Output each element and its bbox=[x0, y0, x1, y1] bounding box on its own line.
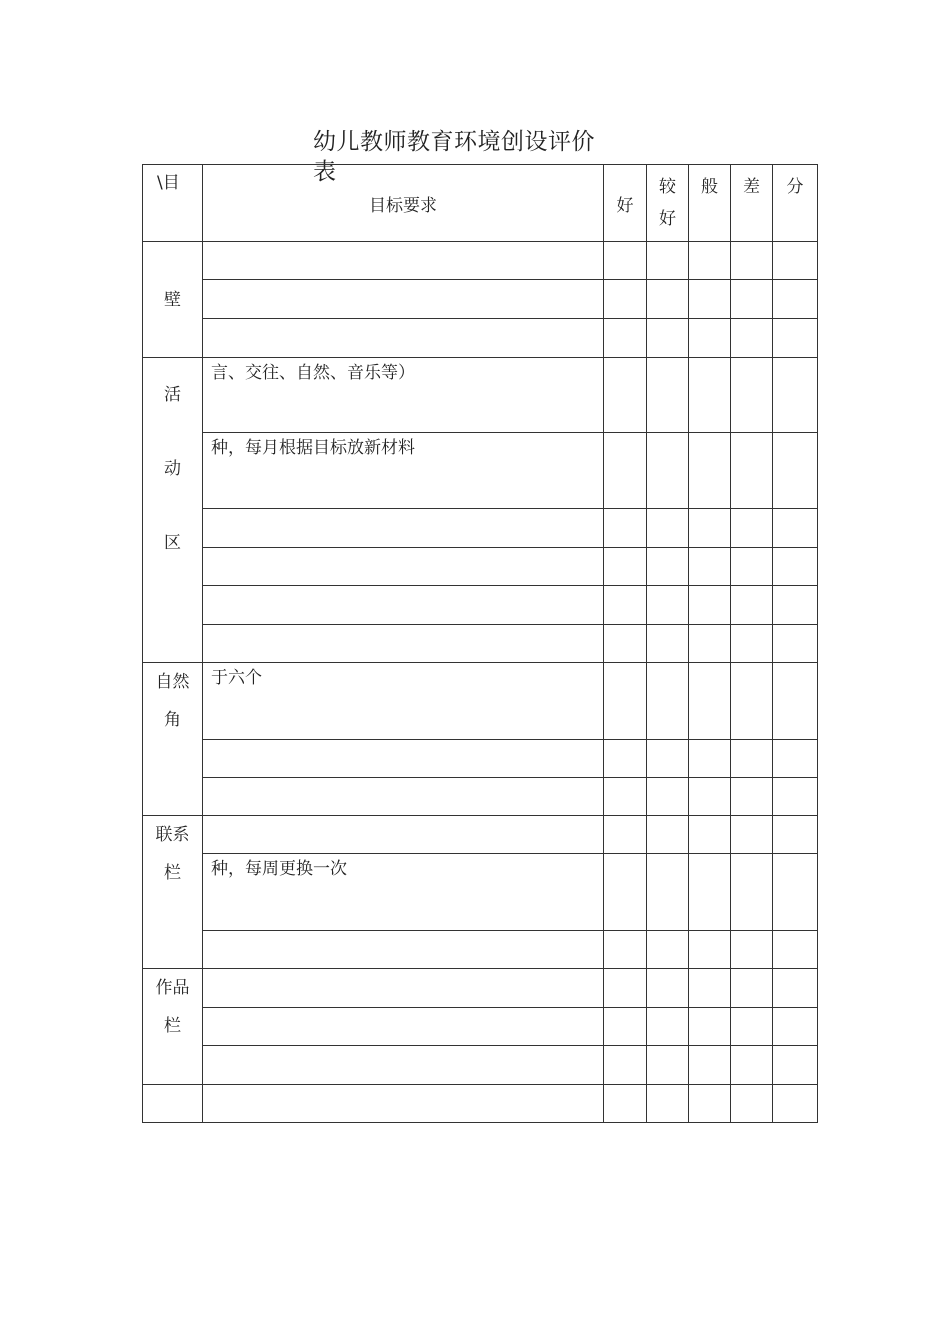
header-row bbox=[143, 165, 818, 242]
rating-cell bbox=[689, 319, 731, 358]
requirement-cell bbox=[203, 548, 604, 586]
page-title bbox=[313, 126, 633, 185]
requirement-cell bbox=[203, 931, 604, 969]
requirement-cell: 种，每周更换一次 bbox=[203, 854, 604, 931]
rating-cell bbox=[731, 740, 773, 778]
rating-cell bbox=[604, 358, 647, 433]
rating-cell bbox=[731, 509, 773, 548]
rating-cell bbox=[689, 778, 731, 816]
category-contact-board bbox=[143, 816, 203, 969]
score-cell bbox=[773, 816, 818, 854]
rating-cell bbox=[647, 280, 689, 319]
table-row bbox=[143, 433, 818, 509]
score-cell bbox=[773, 663, 818, 740]
requirement-cell bbox=[203, 319, 604, 358]
rating-cell bbox=[604, 854, 647, 931]
table-row bbox=[143, 625, 818, 663]
rating-cell bbox=[647, 969, 689, 1008]
table-row bbox=[143, 816, 818, 854]
rating-cell bbox=[689, 1046, 731, 1085]
category-nature-corner-label: 自然角 bbox=[155, 672, 190, 730]
rating-cell bbox=[731, 586, 773, 625]
rating-cell bbox=[689, 663, 731, 740]
score-cell bbox=[773, 358, 818, 433]
score-cell bbox=[773, 931, 818, 969]
rating-cell bbox=[731, 242, 773, 280]
rating-cell bbox=[647, 854, 689, 931]
table-row bbox=[143, 1008, 818, 1046]
category-contact-board-label: 联系栏 bbox=[155, 825, 190, 883]
rating-cell bbox=[604, 969, 647, 1008]
rating-cell bbox=[604, 931, 647, 969]
score-cell bbox=[773, 280, 818, 319]
rating-cell bbox=[647, 358, 689, 433]
requirement-cell bbox=[203, 509, 604, 548]
rating-cell bbox=[604, 740, 647, 778]
rating-cell bbox=[604, 625, 647, 663]
table-row bbox=[143, 280, 818, 319]
header-good: 好 bbox=[604, 165, 647, 242]
rating-cell bbox=[647, 433, 689, 509]
rating-cell bbox=[647, 1008, 689, 1046]
rating-cell bbox=[604, 816, 647, 854]
table-row bbox=[143, 1046, 818, 1085]
category-wall: 壁 bbox=[143, 242, 203, 358]
table-row bbox=[143, 548, 818, 586]
rating-cell bbox=[689, 816, 731, 854]
category-activity-area bbox=[143, 358, 203, 663]
table-row bbox=[143, 931, 818, 969]
requirement-cell bbox=[203, 1008, 604, 1046]
rating-cell bbox=[731, 548, 773, 586]
requirement-cell bbox=[203, 625, 604, 663]
rating-cell bbox=[689, 969, 731, 1008]
requirement-cell bbox=[203, 1046, 604, 1085]
rating-cell bbox=[731, 1085, 773, 1123]
rating-cell bbox=[689, 433, 731, 509]
category-works-board-label: 作品栏 bbox=[155, 978, 190, 1036]
score-cell bbox=[773, 1085, 818, 1123]
rating-cell bbox=[647, 586, 689, 625]
score-cell bbox=[773, 548, 818, 586]
rating-cell bbox=[731, 358, 773, 433]
rating-cell bbox=[731, 854, 773, 931]
score-cell bbox=[773, 586, 818, 625]
header-item: \目 bbox=[143, 165, 203, 242]
rating-cell bbox=[604, 663, 647, 740]
table-row bbox=[143, 358, 818, 433]
requirement-cell bbox=[203, 586, 604, 625]
rating-cell bbox=[647, 1085, 689, 1123]
rating-cell bbox=[689, 586, 731, 625]
rating-cell bbox=[647, 663, 689, 740]
rating-cell bbox=[689, 740, 731, 778]
rating-cell bbox=[689, 1085, 731, 1123]
rating-cell bbox=[647, 778, 689, 816]
table-row bbox=[143, 740, 818, 778]
rating-cell bbox=[647, 509, 689, 548]
rating-cell bbox=[689, 854, 731, 931]
table-row bbox=[143, 509, 818, 548]
rating-cell bbox=[689, 1008, 731, 1046]
rating-cell bbox=[731, 931, 773, 969]
header-average: 般 bbox=[689, 165, 731, 242]
rating-cell bbox=[689, 548, 731, 586]
table-row bbox=[143, 778, 818, 816]
requirement-cell bbox=[203, 1085, 604, 1123]
rating-cell bbox=[647, 1046, 689, 1085]
rating-cell bbox=[647, 242, 689, 280]
rating-cell bbox=[689, 509, 731, 548]
header-fairly-good-label: 较好 bbox=[659, 177, 676, 229]
score-cell bbox=[773, 778, 818, 816]
rating-cell bbox=[604, 1085, 647, 1123]
rating-cell bbox=[604, 778, 647, 816]
rating-cell bbox=[731, 969, 773, 1008]
rating-cell bbox=[731, 280, 773, 319]
rating-cell bbox=[731, 433, 773, 509]
rating-cell bbox=[647, 931, 689, 969]
table-row bbox=[143, 1085, 818, 1123]
table-row bbox=[143, 319, 818, 358]
rating-cell bbox=[647, 740, 689, 778]
rating-cell bbox=[689, 242, 731, 280]
category-nature-corner bbox=[143, 663, 203, 816]
rating-cell bbox=[689, 931, 731, 969]
rating-cell bbox=[604, 433, 647, 509]
rating-cell bbox=[689, 280, 731, 319]
rating-cell bbox=[731, 625, 773, 663]
rating-cell bbox=[689, 625, 731, 663]
score-cell bbox=[773, 433, 818, 509]
rating-cell bbox=[647, 319, 689, 358]
rating-cell bbox=[647, 548, 689, 586]
requirement-cell bbox=[203, 242, 604, 280]
score-cell bbox=[773, 319, 818, 358]
table-row bbox=[143, 854, 818, 931]
score-cell bbox=[773, 509, 818, 548]
category-blank bbox=[143, 1085, 203, 1123]
rating-cell bbox=[604, 1008, 647, 1046]
rating-cell bbox=[731, 778, 773, 816]
rating-cell bbox=[604, 280, 647, 319]
requirement-cell: 言、交往、自然、音乐等） bbox=[203, 358, 604, 433]
requirement-cell bbox=[203, 778, 604, 816]
rating-cell bbox=[604, 509, 647, 548]
category-activity-area-label: 活动区 bbox=[164, 385, 181, 553]
table-row bbox=[143, 663, 818, 740]
table-row bbox=[143, 969, 818, 1008]
rating-cell bbox=[731, 1008, 773, 1046]
rating-cell bbox=[731, 1046, 773, 1085]
score-cell bbox=[773, 625, 818, 663]
rating-cell bbox=[604, 319, 647, 358]
rating-cell bbox=[647, 625, 689, 663]
rating-cell bbox=[604, 242, 647, 280]
rating-cell bbox=[731, 319, 773, 358]
table-row bbox=[143, 586, 818, 625]
evaluation-table bbox=[142, 164, 818, 1123]
score-cell bbox=[773, 740, 818, 778]
rating-cell bbox=[647, 816, 689, 854]
header-requirement: 目标要求 bbox=[203, 165, 604, 242]
requirement-cell bbox=[203, 280, 604, 319]
rating-cell bbox=[604, 1046, 647, 1085]
title-wrap-text: 表 bbox=[313, 159, 336, 185]
category-works-board bbox=[143, 969, 203, 1085]
requirement-cell: 种，每月根据目标放新材料 bbox=[203, 433, 604, 509]
requirement-cell bbox=[203, 816, 604, 854]
table-row bbox=[143, 242, 818, 280]
header-score: 分 bbox=[773, 165, 818, 242]
score-cell bbox=[773, 242, 818, 280]
score-cell bbox=[773, 969, 818, 1008]
score-cell bbox=[773, 1008, 818, 1046]
rating-cell bbox=[604, 548, 647, 586]
rating-cell bbox=[689, 358, 731, 433]
header-poor: 差 bbox=[731, 165, 773, 242]
score-cell bbox=[773, 854, 818, 931]
rating-cell bbox=[731, 816, 773, 854]
rating-cell bbox=[731, 663, 773, 740]
score-cell bbox=[773, 1046, 818, 1085]
rating-cell bbox=[604, 586, 647, 625]
requirement-cell: 于六个 bbox=[203, 663, 604, 740]
title-text: 幼儿教师教育环境创设评价 bbox=[313, 129, 595, 155]
requirement-cell bbox=[203, 969, 604, 1008]
header-fairly-good bbox=[647, 165, 689, 242]
requirement-cell bbox=[203, 740, 604, 778]
